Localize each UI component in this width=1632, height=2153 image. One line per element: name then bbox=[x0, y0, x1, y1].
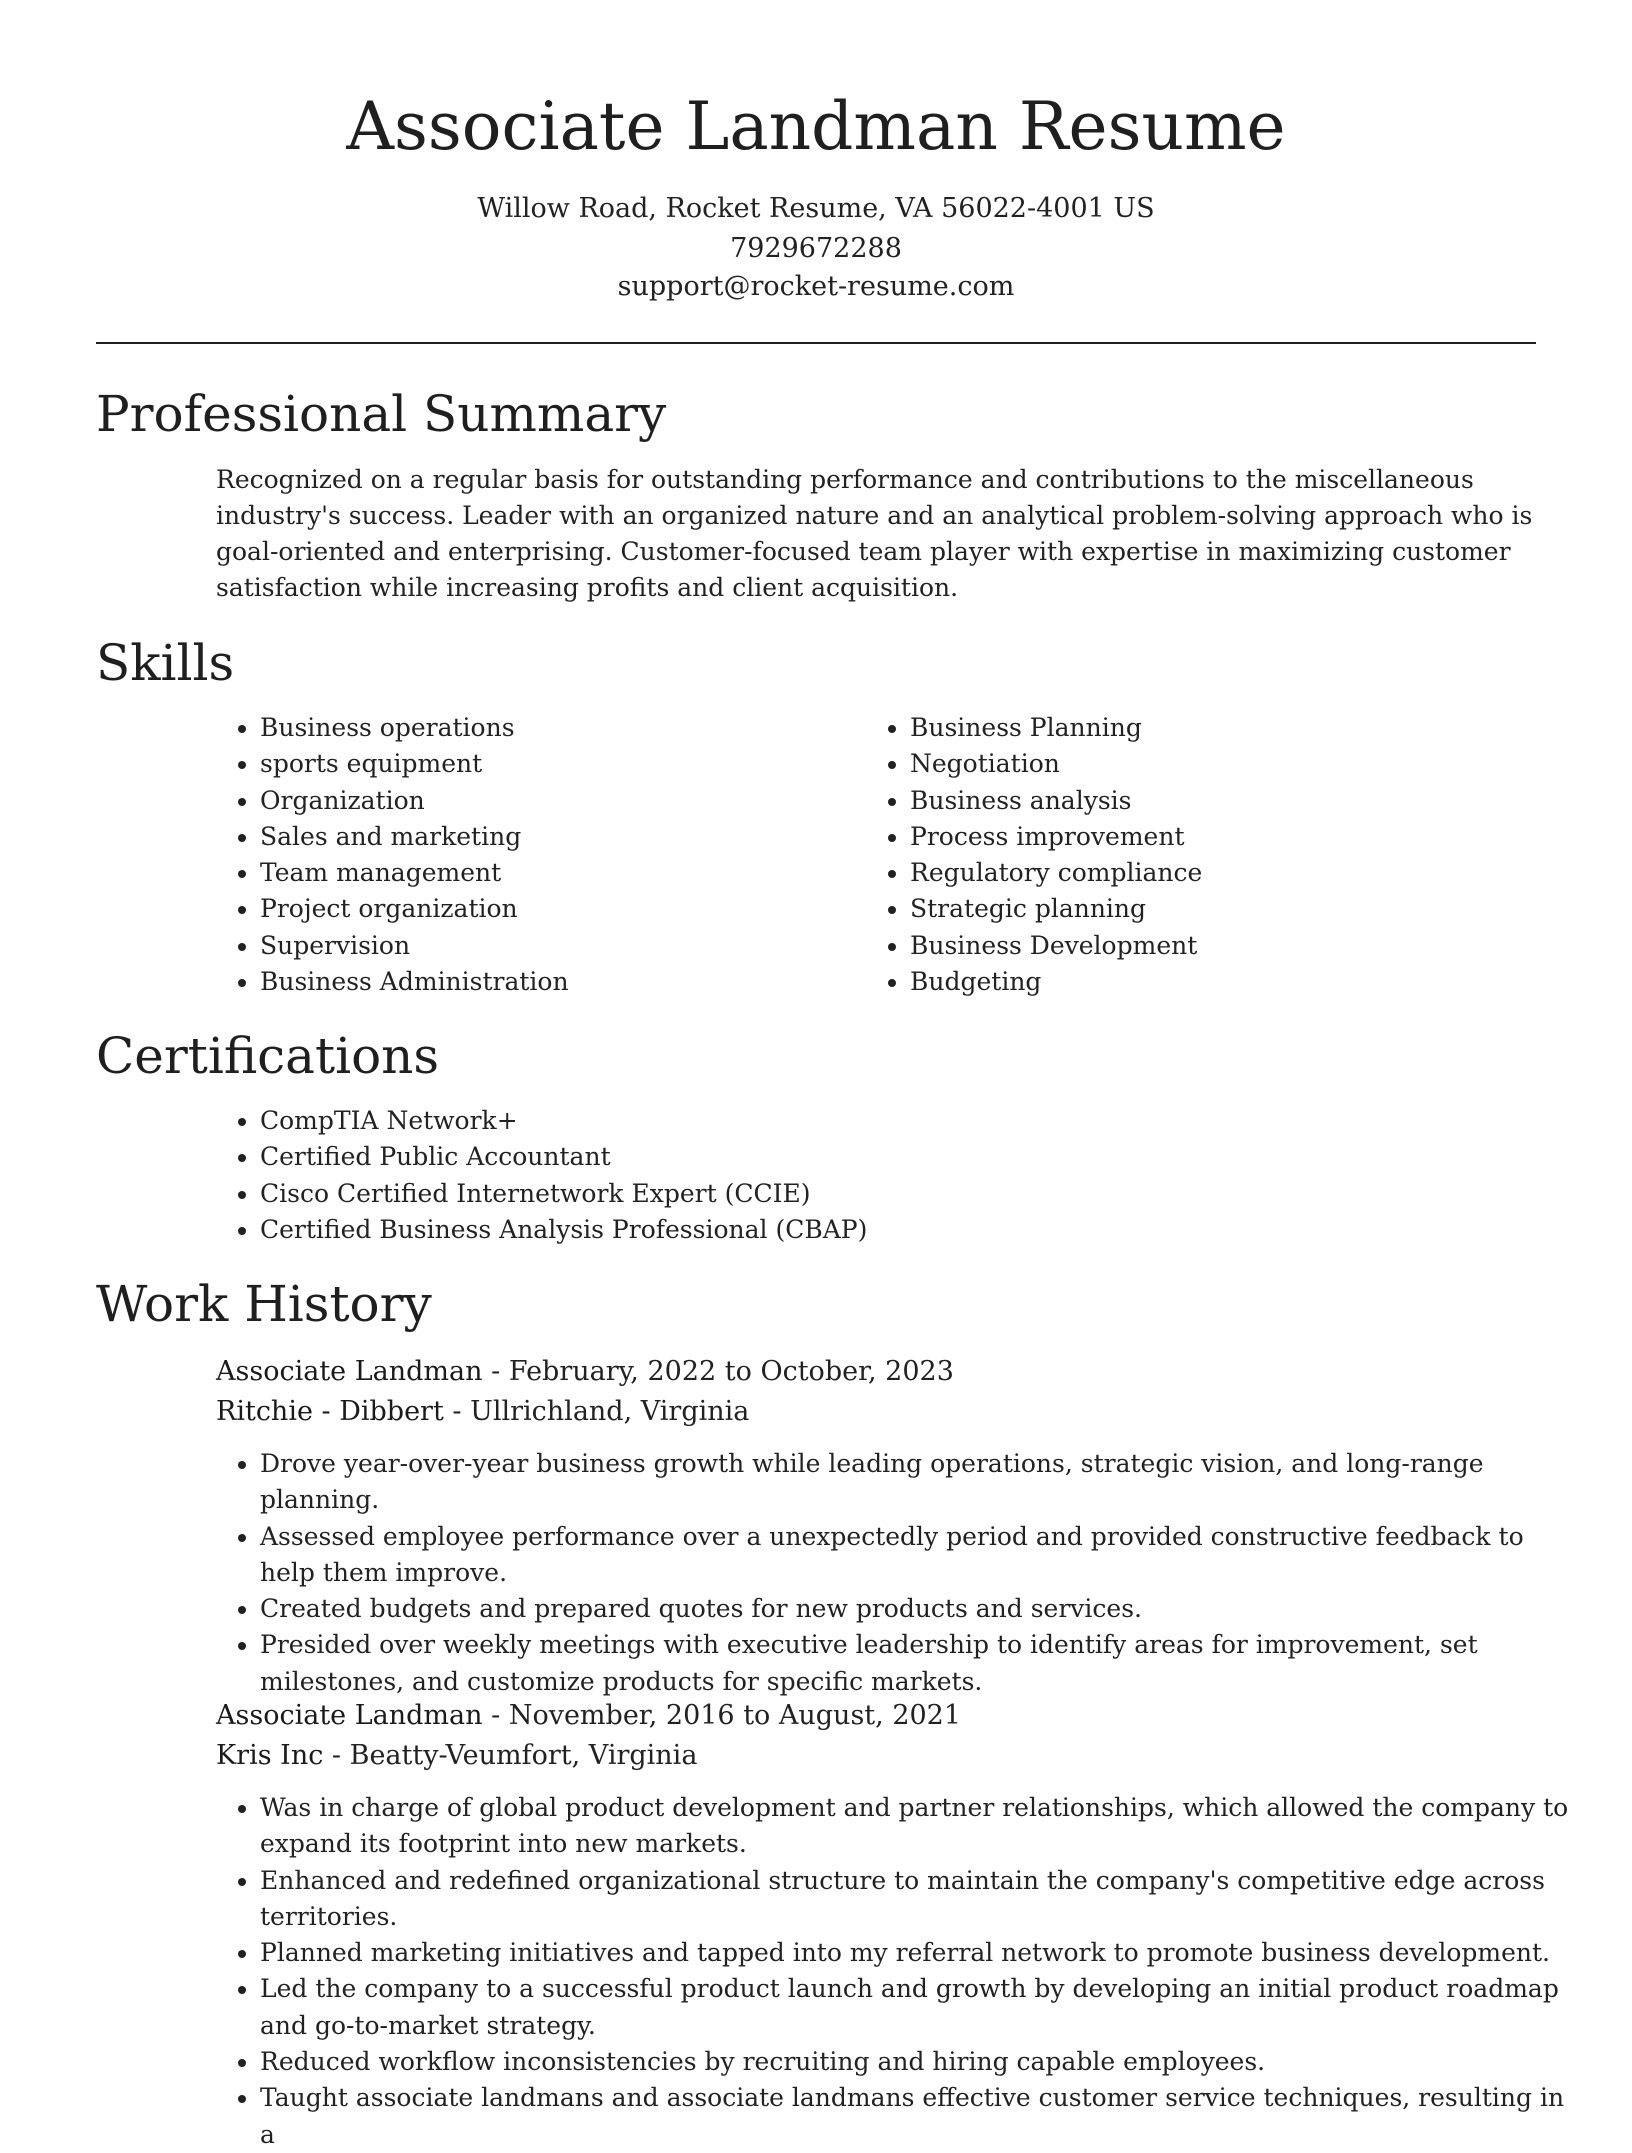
list-item: • Sales and marketing bbox=[260, 819, 860, 855]
job-location: - Ullrichland, Virginia bbox=[443, 1396, 750, 1427]
list-item: • Supervision bbox=[260, 928, 860, 964]
job-title: Associate Landman bbox=[216, 1356, 483, 1387]
list-item: • Business Administration bbox=[260, 964, 860, 1000]
summary-heading: Professional Summary bbox=[96, 385, 667, 443]
job-dates: - February, 2022 to October, 2023 bbox=[482, 1356, 954, 1387]
header-divider bbox=[96, 342, 1536, 344]
skills-list-left bbox=[216, 710, 860, 1000]
list-item: • Led the company to a successful product launch and growth by developing an initial product roadmap and go-to-market strategy. bbox=[260, 1971, 1580, 2044]
summary-text: Recognized on a regular basis for outstanding performance and contributions to the miscellaneous industry's success. Leader with an organized nature and an analytical problem-solving approach who is goal-oriented and enterprising. Customer-focused team player with expertise in maximizing customer satisfaction while increasing profits and client acquisition. bbox=[216, 465, 1533, 602]
job-bullets bbox=[216, 1790, 1580, 2153]
list-item: • Cisco Certified Internetwork Expert (CCIE) bbox=[260, 1176, 1560, 1212]
job-company: Kris Inc bbox=[216, 1740, 324, 1771]
certifications-heading: Certifications bbox=[96, 1027, 440, 1085]
list-item: • Regulatory compliance bbox=[910, 855, 1510, 891]
list-item: • Business analysis bbox=[910, 783, 1510, 819]
job-title: Associate Landman bbox=[216, 1700, 483, 1731]
list-item: • Assessed employee performance over a unexpectedly period and provided constructive feedback to help them improve. bbox=[260, 1519, 1580, 1592]
job-location: - Beatty-Veumfort, Virginia bbox=[323, 1740, 698, 1771]
list-item: • Reduced workflow inconsistencies by recruiting and hiring capable employees. bbox=[260, 2044, 1580, 2080]
job-company: Ritchie - Dibbert bbox=[216, 1396, 444, 1427]
list-item: • Team management bbox=[260, 855, 860, 891]
list-item: • Process improvement bbox=[910, 819, 1510, 855]
job-title-line bbox=[216, 1352, 954, 1392]
list-item: • Drove year-over-year business growth while leading operations, strategic vision, and long-range planning. bbox=[260, 1446, 1580, 1519]
list-item: • Business Development bbox=[910, 928, 1510, 964]
job-company-line bbox=[216, 1736, 697, 1776]
list-item: • Organization bbox=[260, 783, 860, 819]
list-item: • Business operations bbox=[260, 710, 860, 746]
job-company-line bbox=[216, 1392, 749, 1432]
certifications-list bbox=[216, 1103, 1560, 1248]
job-title-line bbox=[216, 1696, 961, 1736]
list-item: • Negotiation bbox=[910, 746, 1510, 782]
list-item: • Project organization bbox=[260, 891, 860, 927]
skills-list-right bbox=[866, 710, 1510, 1000]
list-item: • Presided over weekly meetings with executive leadership to identify areas for improvement, set milestones, and customize products for specific markets. bbox=[260, 1627, 1580, 1700]
list-item: • Enhanced and redefined organizational structure to maintain the company's competitive edge across territories. bbox=[260, 1863, 1580, 1936]
list-item: • Created budgets and prepared quotes for new products and services. bbox=[260, 1591, 1580, 1627]
list-item: • Certified Public Accountant bbox=[260, 1139, 1560, 1175]
contact-address: Willow Road, Rocket Resume, VA 56022-4001 US bbox=[477, 193, 1155, 224]
list-item: • Strategic planning bbox=[910, 891, 1510, 927]
skills-heading: Skills bbox=[96, 634, 235, 692]
list-item: • Budgeting bbox=[910, 964, 1510, 1000]
list-item: • Planned marketing initiatives and tapped into my referral network to promote business development. bbox=[260, 1935, 1580, 1971]
work-history-heading: Work History bbox=[96, 1275, 432, 1333]
list-item: • sports equipment bbox=[260, 746, 860, 782]
list-item: • Certified Business Analysis Professional (CBAP) bbox=[260, 1212, 1560, 1248]
list-item: • Was in charge of global product development and partner relationships, which allowed the company to expand its footprint into new markets. bbox=[260, 1790, 1580, 1863]
job-bullets bbox=[216, 1446, 1580, 1700]
contact-phone: 7929672288 bbox=[730, 233, 902, 264]
list-item: • Business Planning bbox=[910, 710, 1510, 746]
job-dates: - November, 2016 to August, 2021 bbox=[482, 1700, 962, 1731]
contact-email: support@rocket-resume.com bbox=[617, 271, 1015, 302]
list-item: • CompTIA Network+ bbox=[260, 1103, 1560, 1139]
list-item: • Taught associate landmans and associate landmans effective customer service techniques, resulting in a bbox=[260, 2080, 1580, 2153]
resume-title: Associate Landman Resume bbox=[346, 88, 1286, 165]
